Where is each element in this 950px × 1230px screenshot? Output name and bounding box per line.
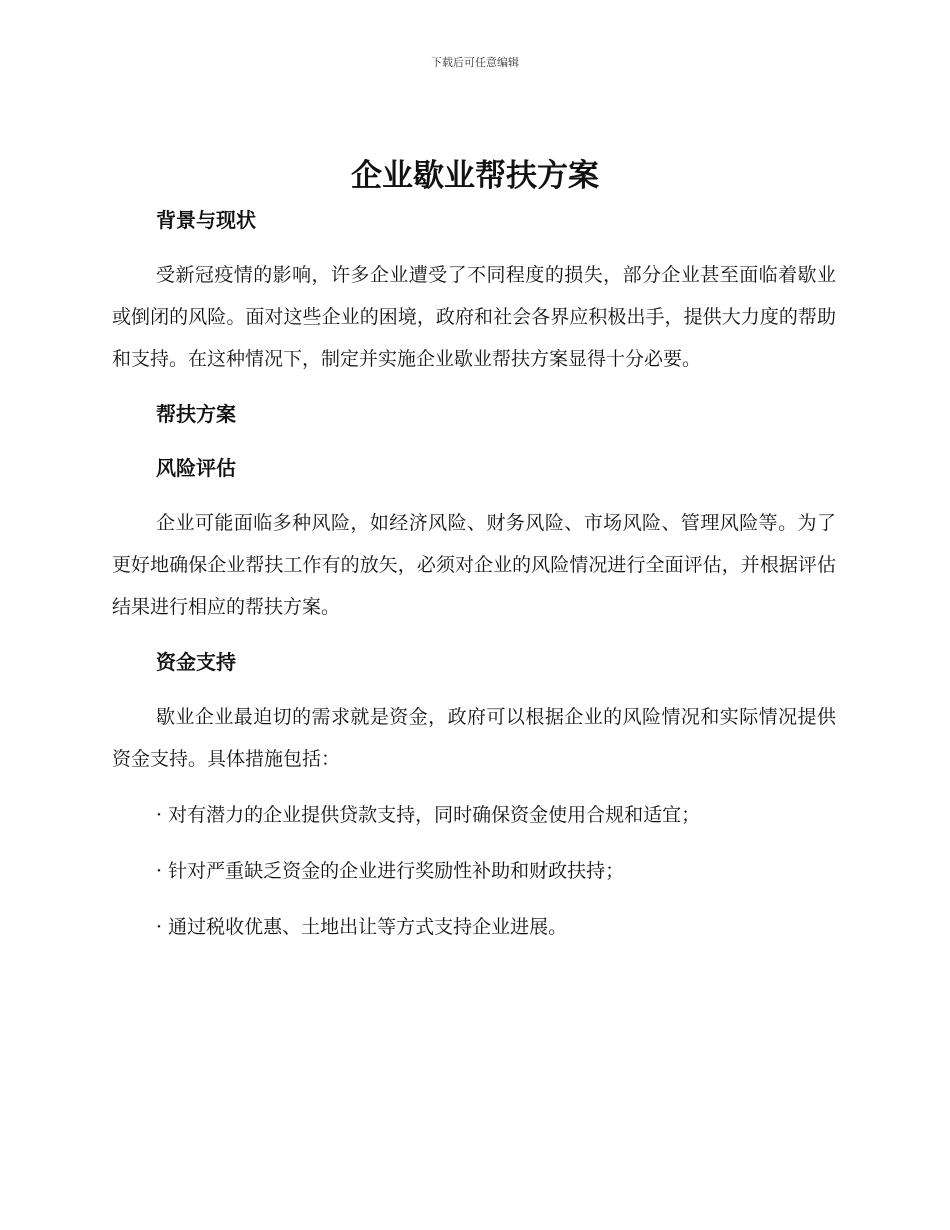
header-note: 下载后可任意编辑 bbox=[431, 56, 519, 69]
section-heading-plan: 帮扶方案 bbox=[156, 402, 236, 426]
list-item: · 通过税收优惠、土地出让等方式支持企业进展。 bbox=[156, 916, 568, 938]
document-title: 企业歇业帮扶方案 bbox=[351, 158, 599, 194]
list-item: · 针对严重缺乏资金的企业进行奖励性补助和财政扶持； bbox=[156, 860, 625, 882]
paragraph-funding: 歇业企业最迫切的需求就是资金，政府可以根据企业的风险情况和实际情况提供资金支持。具体措施包括： bbox=[112, 706, 836, 770]
paragraph-risk: 企业可能面临多种风险，如经济风险、财务风险、市场风险、管理风险等。为了更好地确保企业帮扶工作有的放矢，必须对企业的风险情况进行全面评估，并根据评估结果进行相应的帮扶方案。 bbox=[112, 512, 836, 618]
section-heading-background: 背景与现状 bbox=[156, 208, 256, 232]
list-item: · 对有潜力的企业提供贷款支持，同时确保资金使用合规和适宜； bbox=[156, 804, 701, 826]
section-heading-funding: 资金支持 bbox=[156, 650, 236, 674]
paragraph-background: 受新冠疫情的影响，许多企业遭受了不同程度的损失，部分企业甚至面临着歇业或倒闭的风险。面对这些企业的困境，政府和社会各界应积极出手，提供大力度的帮助和支持。在这种情况下，制定并实施企业歇业帮扶方案显得十分必要。 bbox=[112, 264, 836, 370]
document-body bbox=[112, 200, 836, 948]
section-heading-risk: 风险评估 bbox=[156, 456, 236, 480]
